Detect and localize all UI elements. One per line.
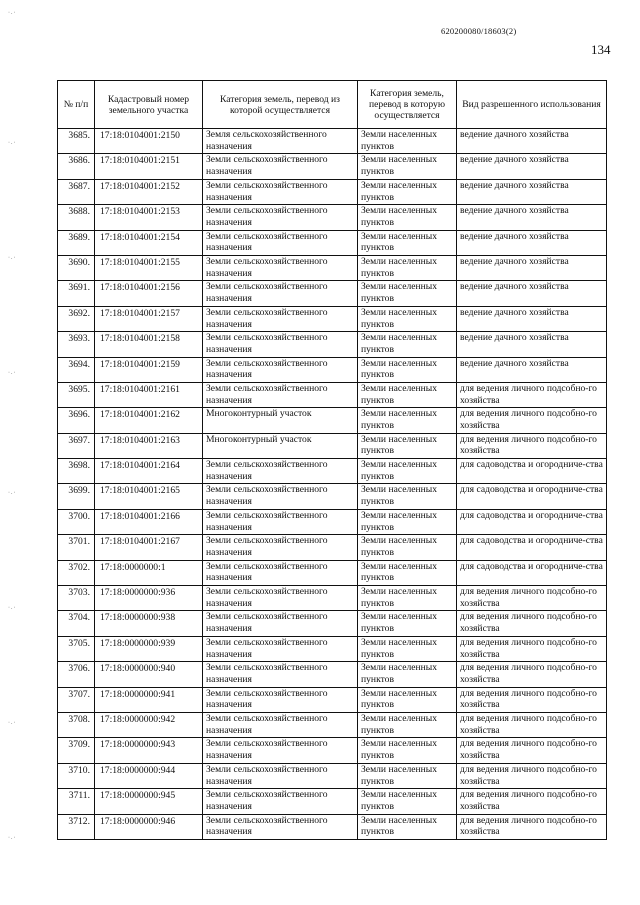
- row-number: 3701.: [58, 535, 95, 560]
- row-number: 3707.: [58, 687, 95, 712]
- category-from: Земли сельскохозяйственного назначения: [203, 357, 358, 382]
- category-to: Земли населенных пунктов: [358, 687, 457, 712]
- category-to: Земли населенных пунктов: [358, 611, 457, 636]
- category-to: Земли населенных пунктов: [358, 738, 457, 763]
- header-number: № п/п: [58, 81, 95, 129]
- table-row: [58, 738, 607, 763]
- permitted-use: ведение дачного хозяйства: [457, 357, 607, 382]
- category-from: Земли сельскохозяйственного назначения: [203, 382, 358, 407]
- cadastral-number: 17:18:0000000:945: [95, 789, 203, 814]
- row-number: 3697.: [58, 433, 95, 458]
- category-from: Земли сельскохозяйственного назначения: [203, 763, 358, 788]
- header-permitted-use: Вид разрешенного использования: [457, 81, 607, 129]
- row-number: 3710.: [58, 763, 95, 788]
- table-row: [58, 687, 607, 712]
- category-from: Земли сельскохозяйственного назначения: [203, 560, 358, 585]
- permitted-use: для ведения личного подсобно-го хозяйства: [457, 636, 607, 661]
- category-from: Земля сельскохозяйственного назначения: [203, 129, 358, 154]
- permitted-use: для ведения личного подсобно-го хозяйства: [457, 611, 607, 636]
- cadastral-number: 17:18:0000000:944: [95, 763, 203, 788]
- page-number: 134: [591, 42, 611, 57]
- cadastral-number: 17:18:0104001:2157: [95, 306, 203, 331]
- category-from: Земли сельскохозяйственного назначения: [203, 154, 358, 179]
- row-number: 3705.: [58, 636, 95, 661]
- header-category-to: Категория земель, перевод в которую осуществляется: [358, 81, 457, 129]
- row-number: 3702.: [58, 560, 95, 585]
- category-from: Земли сельскохозяйственного назначения: [203, 662, 358, 687]
- table-row: [58, 205, 607, 230]
- row-number: 3704.: [58, 611, 95, 636]
- category-to: Земли населенных пунктов: [358, 509, 457, 534]
- category-from: Земли сельскохозяйственного назначения: [203, 738, 358, 763]
- category-to: Земли населенных пунктов: [358, 586, 457, 611]
- category-to: Земли населенных пунктов: [358, 205, 457, 230]
- table-row: [58, 636, 607, 661]
- cadastral-number: 17:18:0104001:2153: [95, 205, 203, 230]
- row-number: 3686.: [58, 154, 95, 179]
- row-number: 3695.: [58, 382, 95, 407]
- table-row: [58, 662, 607, 687]
- category-from: Земли сельскохозяйственного назначения: [203, 332, 358, 357]
- table-row: [58, 255, 607, 280]
- row-number: 3685.: [58, 129, 95, 154]
- cadastral-number: 17:18:0104001:2151: [95, 154, 203, 179]
- permitted-use: для ведения личного подсобно-го хозяйства: [457, 408, 607, 433]
- table-row: [58, 154, 607, 179]
- row-number: 3706.: [58, 662, 95, 687]
- scan-margin-mark: ·.·: [8, 605, 17, 611]
- cadastral-number: 17:18:0104001:2161: [95, 382, 203, 407]
- row-number: 3693.: [58, 332, 95, 357]
- cadastral-number: 17:18:0104001:2155: [95, 255, 203, 280]
- row-number: 3712.: [58, 814, 95, 839]
- category-to: Земли населенных пунктов: [358, 357, 457, 382]
- row-number: 3687.: [58, 179, 95, 204]
- category-to: Земли населенных пунктов: [358, 281, 457, 306]
- row-number: 3709.: [58, 738, 95, 763]
- table-row: [58, 408, 607, 433]
- permitted-use: для садоводства и огородниче-ства: [457, 459, 607, 484]
- permitted-use: для ведения личного подсобно-го хозяйства: [457, 662, 607, 687]
- row-number: 3700.: [58, 509, 95, 534]
- category-to: Земли населенных пунктов: [358, 255, 457, 280]
- cadastral-number: 17:18:0104001:2159: [95, 357, 203, 382]
- cadastral-number: 17:18:0104001:2163: [95, 433, 203, 458]
- header-cadastral-number: Кадастровый номер земельного участка: [95, 81, 203, 129]
- cadastral-number: 17:18:0104001:2152: [95, 179, 203, 204]
- category-from: Земли сельскохозяйственного назначения: [203, 230, 358, 255]
- cadastral-number: 17:18:0000000:946: [95, 814, 203, 839]
- category-from: Земли сельскохозяйственного назначения: [203, 814, 358, 839]
- row-number: 3703.: [58, 586, 95, 611]
- category-from: Многоконтурный участок: [203, 408, 358, 433]
- scan-margin-mark: ·.·: [8, 140, 17, 146]
- row-number: 3699.: [58, 484, 95, 509]
- row-number: 3694.: [58, 357, 95, 382]
- table-row: [58, 535, 607, 560]
- category-to: Земли населенных пунктов: [358, 789, 457, 814]
- cadastral-number: 17:18:0000000:938: [95, 611, 203, 636]
- permitted-use: ведение дачного хозяйства: [457, 230, 607, 255]
- category-to: Земли населенных пунктов: [358, 382, 457, 407]
- permitted-use: ведение дачного хозяйства: [457, 205, 607, 230]
- cadastral-number: 17:18:0104001:2150: [95, 129, 203, 154]
- category-from: Земли сельскохозяйственного назначения: [203, 586, 358, 611]
- table-row: [58, 281, 607, 306]
- category-from: Многоконтурный участок: [203, 433, 358, 458]
- permitted-use: ведение дачного хозяйства: [457, 306, 607, 331]
- scan-margin-mark: ·.·: [8, 10, 17, 16]
- permitted-use: ведение дачного хозяйства: [457, 154, 607, 179]
- table-row: [58, 459, 607, 484]
- row-number: 3698.: [58, 459, 95, 484]
- cadastral-number: 17:18:0000000:939: [95, 636, 203, 661]
- category-to: Земли населенных пунктов: [358, 459, 457, 484]
- category-from: Земли сельскохозяйственного назначения: [203, 179, 358, 204]
- category-from: Земли сельскохозяйственного назначения: [203, 611, 358, 636]
- cadastral-number: 17:18:0104001:2158: [95, 332, 203, 357]
- cadastral-number: 17:18:0104001:2164: [95, 459, 203, 484]
- cadastral-number: 17:18:0000000:943: [95, 738, 203, 763]
- category-from: Земли сельскохозяйственного назначения: [203, 789, 358, 814]
- table-row: [58, 789, 607, 814]
- document-id: 620200080/18603(2): [441, 26, 517, 36]
- row-number: 3689.: [58, 230, 95, 255]
- table-row: [58, 382, 607, 407]
- permitted-use: для ведения личного подсобно-го хозяйства: [457, 789, 607, 814]
- table-row: [58, 509, 607, 534]
- category-to: Земли населенных пунктов: [358, 332, 457, 357]
- permitted-use: для ведения личного подсобно-го хозяйства: [457, 586, 607, 611]
- category-from: Земли сельскохозяйственного назначения: [203, 484, 358, 509]
- permitted-use: для ведения личного подсобно-го хозяйства: [457, 687, 607, 712]
- category-from: Земли сельскохозяйственного назначения: [203, 712, 358, 737]
- category-to: Земли населенных пунктов: [358, 712, 457, 737]
- permitted-use: ведение дачного хозяйства: [457, 255, 607, 280]
- category-to: Земли населенных пунктов: [358, 408, 457, 433]
- permitted-use: для ведения личного подсобно-го хозяйства: [457, 814, 607, 839]
- table-row: [58, 586, 607, 611]
- table-row: [58, 306, 607, 331]
- scan-margin-mark: ·.·: [8, 490, 17, 496]
- cadastral-number: 17:18:0104001:2156: [95, 281, 203, 306]
- table-header-row: [58, 81, 607, 129]
- permitted-use: ведение дачного хозяйства: [457, 332, 607, 357]
- category-to: Земли населенных пунктов: [358, 636, 457, 661]
- row-number: 3692.: [58, 306, 95, 331]
- cadastral-number: 17:18:0104001:2166: [95, 509, 203, 534]
- scan-margin-mark: ·.·: [8, 835, 17, 841]
- permitted-use: для ведения личного подсобно-го хозяйства: [457, 712, 607, 737]
- permitted-use: для ведения личного подсобно-го хозяйства: [457, 433, 607, 458]
- category-from: Земли сельскохозяйственного назначения: [203, 509, 358, 534]
- category-to: Земли населенных пунктов: [358, 154, 457, 179]
- category-to: Земли населенных пунктов: [358, 484, 457, 509]
- cadastral-number: 17:18:0000000:936: [95, 586, 203, 611]
- category-from: Земли сельскохозяйственного назначения: [203, 281, 358, 306]
- category-from: Земли сельскохозяйственного назначения: [203, 459, 358, 484]
- scan-margin-mark: ·.·: [8, 720, 17, 726]
- row-number: 3696.: [58, 408, 95, 433]
- table-row: [58, 433, 607, 458]
- table-row: [58, 129, 607, 154]
- table-row: [58, 179, 607, 204]
- row-number: 3688.: [58, 205, 95, 230]
- row-number: 3690.: [58, 255, 95, 280]
- cadastral-number: 17:18:0104001:2167: [95, 535, 203, 560]
- category-to: Земли населенных пунктов: [358, 230, 457, 255]
- permitted-use: ведение дачного хозяйства: [457, 179, 607, 204]
- category-from: Земли сельскохозяйственного назначения: [203, 255, 358, 280]
- permitted-use: для ведения личного подсобно-го хозяйства: [457, 763, 607, 788]
- category-from: Земли сельскохозяйственного назначения: [203, 535, 358, 560]
- row-number: 3691.: [58, 281, 95, 306]
- table-row: [58, 763, 607, 788]
- category-to: Земли населенных пунктов: [358, 179, 457, 204]
- cadastral-number: 17:18:0104001:2162: [95, 408, 203, 433]
- land-plots-table: [57, 80, 607, 840]
- permitted-use: ведение дачного хозяйства: [457, 281, 607, 306]
- cadastral-number: 17:18:0000000:942: [95, 712, 203, 737]
- category-to: Земли населенных пунктов: [358, 814, 457, 839]
- permitted-use: для садоводства и огородниче-ства: [457, 535, 607, 560]
- table-row: [58, 484, 607, 509]
- cadastral-number: 17:18:0104001:2154: [95, 230, 203, 255]
- header-category-from: Категория земель, перевод из которой осуществляется: [203, 81, 358, 129]
- table-row: [58, 332, 607, 357]
- table-row: [58, 814, 607, 839]
- table-row: [58, 560, 607, 585]
- category-to: Земли населенных пунктов: [358, 129, 457, 154]
- table-row: [58, 357, 607, 382]
- permitted-use: для садоводства и огородниче-ства: [457, 560, 607, 585]
- category-from: Земли сельскохозяйственного назначения: [203, 306, 358, 331]
- scan-margin-mark: ·.·: [8, 370, 17, 376]
- category-from: Земли сельскохозяйственного назначения: [203, 205, 358, 230]
- row-number: 3708.: [58, 712, 95, 737]
- category-to: Земли населенных пунктов: [358, 306, 457, 331]
- cadastral-number: 17:18:0000000:940: [95, 662, 203, 687]
- category-from: Земли сельскохозяйственного назначения: [203, 636, 358, 661]
- category-to: Земли населенных пунктов: [358, 662, 457, 687]
- row-number: 3711.: [58, 789, 95, 814]
- scan-margin-mark: ·.·: [8, 255, 17, 261]
- category-to: Земли населенных пунктов: [358, 763, 457, 788]
- cadastral-number: 17:18:0000000:1: [95, 560, 203, 585]
- permitted-use: для ведения личного подсобно-го хозяйства: [457, 382, 607, 407]
- category-to: Земли населенных пунктов: [358, 560, 457, 585]
- table-row: [58, 712, 607, 737]
- permitted-use: для ведения личного подсобно-го хозяйства: [457, 738, 607, 763]
- category-to: Земли населенных пунктов: [358, 535, 457, 560]
- category-from: Земли сельскохозяйственного назначения: [203, 687, 358, 712]
- cadastral-number: 17:18:0104001:2165: [95, 484, 203, 509]
- permitted-use: для садоводства и огородниче-ства: [457, 484, 607, 509]
- permitted-use: для садоводства и огородниче-ства: [457, 509, 607, 534]
- table-row: [58, 611, 607, 636]
- permitted-use: ведение дачного хозяйства: [457, 129, 607, 154]
- table-row: [58, 230, 607, 255]
- category-to: Земли населенных пунктов: [358, 433, 457, 458]
- cadastral-number: 17:18:0000000:941: [95, 687, 203, 712]
